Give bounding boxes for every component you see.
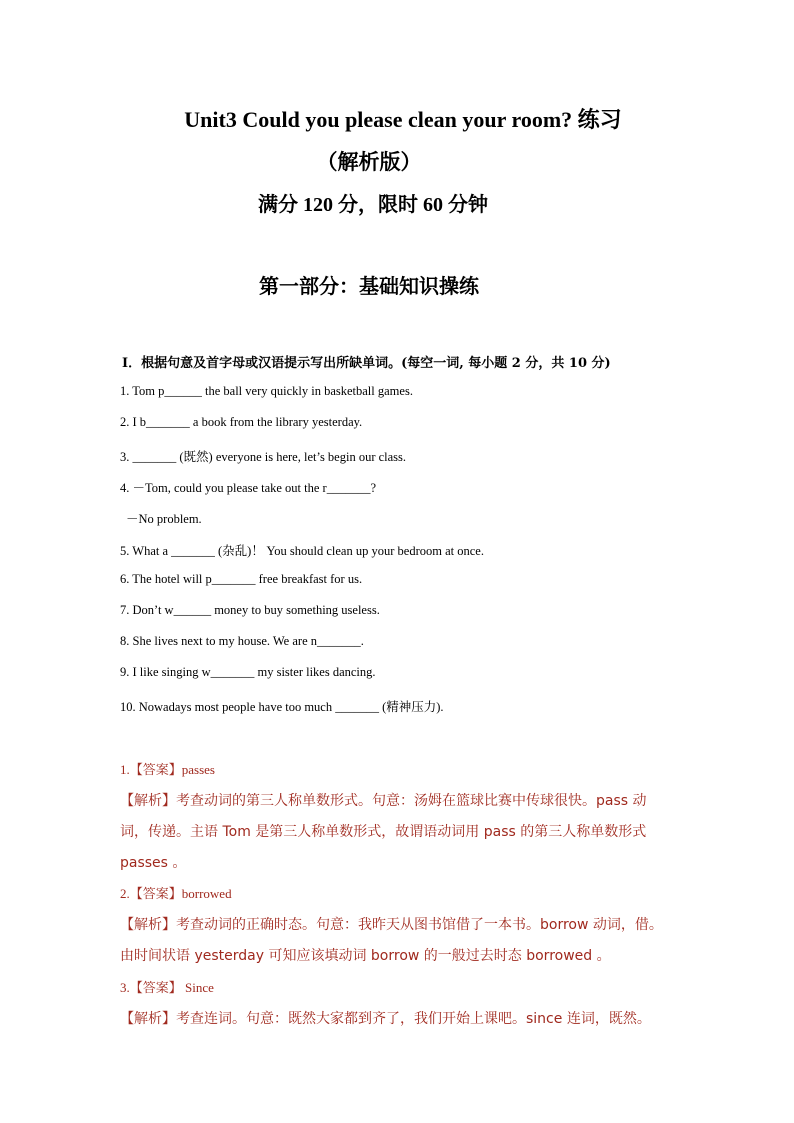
answer-2: 2.【答案】borrowed xyxy=(120,886,232,901)
question-9: 9. I like singing w_______ my sister likes dancing. xyxy=(120,665,376,679)
question-6: 6. The hotel will p_______ free breakfast for us. xyxy=(120,572,363,586)
answer-1: 1.【答案】passes xyxy=(120,762,215,777)
exercise-instruction: I．根据句意及首字母或汉语提示写出所缺单词。(每空一词, 每小题 2 分，共 10 分) xyxy=(122,356,611,371)
score-time-line: 满分 120 分，限时 60 分钟 xyxy=(258,194,488,216)
question-8: 8. She lives next to my house. We are n_______. xyxy=(120,634,364,648)
question-4-reply: －No problem. xyxy=(126,512,202,526)
question-4: 4. －Tom, could you please take out the r_______? xyxy=(120,481,377,495)
analysis-1-line-2: 词，传递。主语 Tom 是第三人称单数形式，故谓语动词用 pass 的第三人称单数形式 xyxy=(120,824,647,840)
analysis-1-line-3: passes 。 xyxy=(120,855,187,871)
answer-3: 3.【答案】 Since xyxy=(120,980,214,995)
analysis-3-line-1: 【解析】考查连词。句意：既然大家都到齐了，我们开始上课吧。since 连词，既然。 xyxy=(120,1011,651,1027)
question-10: 10. Nowadays most people have too much _______ (精神压力). xyxy=(120,700,444,714)
question-3: 3. _______ (既然) everyone is here, let’s begin our class. xyxy=(120,450,407,464)
question-7: 7. Don’t w______ money to buy something useless. xyxy=(120,603,380,617)
document-title: Unit3 Could you please clean your room? 练习 xyxy=(184,107,622,132)
document-subtitle: （解析版） xyxy=(316,150,422,174)
question-5: 5. What a _______ (杂乱)！ You should clean up your bedroom at once. xyxy=(120,544,484,558)
question-1: 1. Tom p______ the ball very quickly in basketball games. xyxy=(120,384,413,398)
analysis-2-line-1: 【解析】考查动词的正确时态。句意：我昨天从图书馆借了一本书。borrow 动词，借。 xyxy=(120,917,663,933)
section-heading: 第一部分：基础知识操练 xyxy=(259,276,479,298)
analysis-2-line-2: 由时间状语 yesterday 可知应该填动词 borrow 的一般过去时态 borrowed 。 xyxy=(120,948,611,964)
analysis-1-line-1: 【解析】考查动词的第三人称单数形式。句意：汤姆在篮球比赛中传球很快。pass 动 xyxy=(120,793,647,809)
question-2: 2. I b_______ a book from the library yesterday. xyxy=(120,415,363,429)
